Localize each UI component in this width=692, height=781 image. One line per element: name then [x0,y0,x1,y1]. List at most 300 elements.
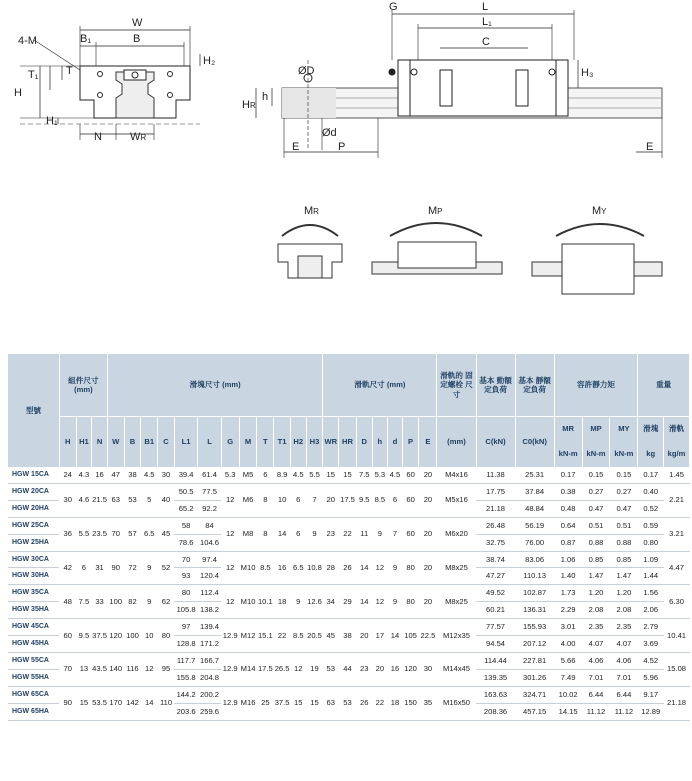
cell-bolt: M12x35 [437,619,476,653]
col-bolt-unit: (mm) [437,417,476,468]
unit-MR: kN-m [554,441,582,467]
cell-model: HGW 55CA [8,652,59,669]
cell-h2: 4.5 [290,467,306,483]
cell-c0: 136.31 [515,602,554,619]
cell-kgm: 2.21 [664,483,690,517]
cell-t: 17.5 [257,652,274,686]
cell-kg: 2.06 [638,602,664,619]
cell-d: 11 [356,517,372,551]
cell-l1: 117.7 [174,652,197,669]
cell-bolt: M6x20 [437,517,476,551]
cell-d: 16 [388,652,403,686]
cell-h2: 12 [290,652,306,686]
cell-my: 7.01 [610,669,638,686]
cell-e: 20 [419,551,437,585]
cell-l: 200.2 [198,686,221,703]
cell-c0: 457.15 [515,703,554,720]
col-H1: H1 [76,417,92,468]
cell-cd: 47.27 [476,568,515,585]
cell-cd: 94.54 [476,636,515,653]
table-row [8,619,690,636]
cell-h1: 6 [76,551,92,585]
col-M: M [239,417,257,468]
cell-mp: 11.12 [582,703,610,720]
cell-l1: 144.2 [174,686,197,703]
cell-h2: 15 [290,686,306,720]
cell-h1: 5.5 [76,517,92,551]
label-H1: H₁ [46,115,58,127]
cell-h: 48 [59,585,76,619]
cell-h3: 10.8 [306,551,323,585]
label-H3: H₃ [581,67,594,79]
table-row [8,585,690,602]
cell-mp: 0.88 [582,534,610,551]
cell-kg: 0.59 [638,517,664,534]
cell-n: 33 [92,585,108,619]
col-T1: T1 [274,417,291,468]
cell-d: 14 [356,585,372,619]
technical-drawings [0,0,692,330]
label-H: H [14,87,22,99]
cell-mp: 0.27 [582,483,610,500]
cell-t: 6 [257,467,274,483]
cell-c0: 56.19 [515,517,554,534]
cell-n: 43.5 [92,652,108,686]
cell-b: 72 [124,551,141,585]
label-T: T [66,65,73,77]
cell-d: 14 [388,619,403,653]
cell-t: 15.1 [257,619,274,653]
cell-kg: 2.79 [638,619,664,636]
cell-c: 110 [158,686,175,720]
cell-my: 0.88 [610,534,638,551]
cell-hr: 22 [339,517,357,551]
label-T1: T₁ [28,69,39,81]
cell-t: 10.1 [257,585,274,619]
side-view-drawing [256,10,662,158]
cell-l1: 58 [174,517,197,534]
col-C: C [158,417,175,468]
col-E: E [419,417,437,468]
cell-c: 95 [158,652,175,686]
col-H: H [59,417,76,468]
cell-w: 90 [107,551,124,585]
cell-kgm: 3.21 [664,517,690,551]
cell-my: 4.07 [610,636,638,653]
cell-hr: 53 [339,686,357,720]
group-assembly: 組件尺寸 (mm) [59,354,107,417]
cell-kg: 12.89 [638,703,664,720]
label-C: C [482,36,490,48]
label-HR: HR [242,99,256,111]
cell-e: 20 [419,585,437,619]
cell-p: 105 [402,619,419,653]
cell-b: 53 [124,483,141,517]
cell-b: 142 [124,686,141,720]
cell-c0: 110.13 [515,568,554,585]
cell-kgm: 15.08 [664,652,690,686]
cell-kgm: 10.41 [664,619,690,653]
label-L1: L₁ [482,16,492,28]
cell-m: M14 [239,652,257,686]
cell-my: 6.44 [610,686,638,703]
cell-h: 70 [59,652,76,686]
col-L1: L1 [174,417,197,468]
cell-t1: 22 [274,619,291,653]
cell-hr: 29 [339,585,357,619]
cell-b: 82 [124,585,141,619]
cell-mr: 5.66 [554,652,582,669]
cell-wr: 20 [323,483,339,517]
cell-t1: 10 [274,483,291,517]
cell-bolt: M16x50 [437,686,476,720]
cell-t1: 14 [274,517,291,551]
cell-l: 139.4 [198,619,221,636]
cell-mr: 0.87 [554,534,582,551]
col-weight-rail: 滑軌 [664,417,690,442]
cell-bolt: M8x25 [437,551,476,585]
cell-l: 104.6 [198,534,221,551]
col-MY: MY [610,417,638,442]
cell-m: M8 [239,517,257,551]
label-D: ØD [298,65,315,77]
cell-l: 61.4 [198,467,221,483]
cell-b1: 4.5 [141,467,158,483]
cell-w: 140 [107,652,124,686]
cell-model: HGW 20CA [8,483,59,500]
cell-n: 16 [92,467,108,483]
cell-c0: 207.12 [515,636,554,653]
cell-l1: 155.8 [174,669,197,686]
cell-g: 12 [221,517,239,551]
cell-l1: 70 [174,551,197,568]
cell-h3: 7 [306,483,323,517]
cell-mr: 10.02 [554,686,582,703]
cell-h1: 4.6 [76,483,92,517]
cell-h2: 6.5 [290,551,306,585]
cell-l1: 65.2 [174,500,197,517]
group-dyn-load: 基本 動額 定負荷 [476,354,515,417]
cell-l1: 80 [174,585,197,602]
col-MP: MP [582,417,610,442]
cell-p: 80 [402,551,419,585]
cell-h3: 15 [306,686,323,720]
label-4M: 4-M [18,35,37,47]
cell-l: 92.2 [198,500,221,517]
cell-kg: 1.44 [638,568,664,585]
cell-w: 100 [107,585,124,619]
cell-my: 4.06 [610,652,638,669]
cell-cd: 11.38 [476,467,515,483]
cell-w: 170 [107,686,124,720]
cell-model: HGW 15CA [8,467,59,483]
label-h: h [262,91,269,103]
group-moment: 容許靜力矩 [554,354,638,417]
label-H2: H₂ [203,55,216,67]
cell-hr: 17.5 [339,483,357,517]
col-model: 型號 [8,354,59,467]
cell-g: 12 [221,483,239,517]
cell-h3: 19 [306,652,323,686]
group-weight: 重量 [638,354,690,417]
cell-h: 8.5 [372,483,388,517]
cell-h: 24 [59,467,76,483]
cell-l: 84 [198,517,221,534]
cell-c: 52 [158,551,175,585]
table-row [8,652,690,669]
cell-c: 30 [158,467,175,483]
cell-h: 12 [372,585,388,619]
cell-my: 0.27 [610,483,638,500]
cell-mr: 0.64 [554,517,582,534]
cell-my: 2.35 [610,619,638,636]
cell-w: 63 [107,483,124,517]
cell-my: 1.47 [610,568,638,585]
cell-m: M16 [239,686,257,720]
cell-l: 97.4 [198,551,221,568]
table-row [8,686,690,703]
label-d: Ød [322,127,337,139]
cell-mp: 0.85 [582,551,610,568]
cell-model: HGW 35HA [8,602,59,619]
col-G: G [221,417,239,468]
table-row [8,467,690,483]
cell-e: 22.5 [419,619,437,653]
cell-l: 171.2 [198,636,221,653]
cell-e: 20 [419,467,437,483]
cell-c0: 48.84 [515,500,554,517]
cell-m: M6 [239,483,257,517]
unit-kg: kg [638,441,664,467]
cell-c: 40 [158,483,175,517]
cell-n: 31 [92,551,108,585]
cell-mr: 1.40 [554,568,582,585]
cell-model: HGW 30HA [8,568,59,585]
spec-table-body [8,467,690,720]
cell-h: 90 [59,686,76,720]
col-C0-unit: C0(kN) [515,417,554,468]
cell-d: 6 [388,483,403,517]
cell-wr: 15 [323,467,339,483]
cell-c0: 76.00 [515,534,554,551]
cell-b1: 10 [141,619,158,653]
label-G: G [389,1,398,13]
group-bolt: 滑軌的 固定螺栓 尺寸 [437,354,476,417]
cell-c0: 83.06 [515,551,554,568]
cell-my: 0.85 [610,551,638,568]
cell-cd: 17.75 [476,483,515,500]
cell-model: HGW 25CA [8,517,59,534]
table-row [8,517,690,534]
cell-bolt: M14x45 [437,652,476,686]
cell-e: 20 [419,483,437,517]
cell-e: 35 [419,686,437,720]
cell-wr: 53 [323,652,339,686]
cell-t1: 8.9 [274,467,291,483]
cell-kg: 3.69 [638,636,664,653]
cell-b1: 6.5 [141,517,158,551]
cell-d: 23 [356,652,372,686]
col-WR: WR [323,417,339,468]
cell-h: 12 [372,551,388,585]
cell-model: HGW 65HA [8,703,59,720]
cell-h1: 15 [76,686,92,720]
cell-t: 8 [257,517,274,551]
cell-l1: 203.6 [174,703,197,720]
cell-mp: 1.20 [582,585,610,602]
cell-l: 259.6 [198,703,221,720]
cell-b1: 12 [141,652,158,686]
cell-d: 18 [388,686,403,720]
cell-mp: 4.06 [582,652,610,669]
col-H2: H2 [290,417,306,468]
cell-mp: 2.08 [582,602,610,619]
cell-h2: 9 [290,585,306,619]
cell-b: 116 [124,652,141,686]
cell-n: 37.5 [92,619,108,653]
cell-h: 5.3 [372,467,388,483]
cell-l1: 105.8 [174,602,197,619]
table-row [8,483,690,500]
cell-b: 57 [124,517,141,551]
cell-h3: 12.6 [306,585,323,619]
cell-g: 12.9 [221,652,239,686]
cell-l: 138.2 [198,602,221,619]
cell-g: 5.3 [221,467,239,483]
cell-n: 53.5 [92,686,108,720]
cell-bolt: M5x16 [437,483,476,517]
cell-cd: 26.48 [476,517,515,534]
cell-c0: 25.31 [515,467,554,483]
cell-mr: 1.06 [554,551,582,568]
cell-mp: 7.01 [582,669,610,686]
label-P: P [338,141,346,153]
cell-kg: 0.40 [638,483,664,500]
cell-wr: 28 [323,551,339,585]
label-MP: MP [428,205,443,217]
cell-d: 4.5 [388,467,403,483]
cell-g: 12.9 [221,619,239,653]
cell-mp: 1.47 [582,568,610,585]
cell-h: 42 [59,551,76,585]
label-MY: MY [592,205,607,217]
cell-h3: 20.5 [306,619,323,653]
cell-mr: 0.17 [554,467,582,483]
cell-wr: 34 [323,585,339,619]
cell-h: 20 [372,652,388,686]
cell-g: 12.9 [221,686,239,720]
cell-mp: 0.51 [582,517,610,534]
col-HR: HR [339,417,357,468]
cell-mr: 3.01 [554,619,582,636]
cell-mp: 0.47 [582,500,610,517]
col-W: W [107,417,124,468]
cell-mp: 6.44 [582,686,610,703]
cell-l1: 78.6 [174,534,197,551]
cell-h1: 13 [76,652,92,686]
cell-mr: 0.38 [554,483,582,500]
cell-c0: 102.87 [515,585,554,602]
cell-my: 1.20 [610,585,638,602]
cell-l1: 128.8 [174,636,197,653]
cell-t: 25 [257,686,274,720]
cell-my: 11.12 [610,703,638,720]
cell-d: 9 [388,585,403,619]
cell-c0: 155.93 [515,619,554,636]
cell-model: HGW 45CA [8,619,59,636]
cell-h3: 9 [306,517,323,551]
cell-hr: 44 [339,652,357,686]
table-row [8,551,690,568]
cell-mr: 4.00 [554,636,582,653]
cell-hr: 15 [339,467,357,483]
cell-model: HGW 30CA [8,551,59,568]
cell-wr: 45 [323,619,339,653]
cell-d: 7 [388,517,403,551]
cell-h: 36 [59,517,76,551]
cell-b1: 5 [141,483,158,517]
cell-b: 100 [124,619,141,653]
cell-model: HGW 20HA [8,500,59,517]
cell-m: M10 [239,551,257,585]
cell-hr: 26 [339,551,357,585]
col-MR: MR [554,417,582,442]
cell-d: 9 [388,551,403,585]
cell-kgm: 1.45 [664,467,690,483]
cell-p: 60 [402,467,419,483]
cell-p: 150 [402,686,419,720]
cell-cd: 163.63 [476,686,515,703]
label-W: W [132,17,143,29]
moment-MY-drawing [532,224,662,294]
col-N: N [92,417,108,468]
cell-t1: 18 [274,585,291,619]
cell-h2: 6 [290,517,306,551]
cell-c: 45 [158,517,175,551]
cell-my: 0.47 [610,500,638,517]
cell-l: 204.8 [198,669,221,686]
cell-kg: 4.52 [638,652,664,669]
cell-h: 22 [372,686,388,720]
cell-hr: 38 [339,619,357,653]
cell-b1: 9 [141,585,158,619]
cell-p: 120 [402,652,419,686]
cell-kg: 0.80 [638,534,664,551]
cell-n: 21.5 [92,483,108,517]
col-B1: B1 [141,417,158,468]
cell-d: 20 [356,619,372,653]
cell-my: 0.51 [610,517,638,534]
cell-cd: 32.75 [476,534,515,551]
cell-wr: 63 [323,686,339,720]
cell-h1: 7.5 [76,585,92,619]
col-D: D [356,417,372,468]
unit-MY: kN-m [610,441,638,467]
cell-w: 120 [107,619,124,653]
unit-kgm: kg/m [664,441,690,467]
cell-mr: 1.73 [554,585,582,602]
cell-my: 0.15 [610,467,638,483]
cell-b: 38 [124,467,141,483]
cell-l1: 97 [174,619,197,636]
cell-l1: 50.5 [174,483,197,500]
cell-c: 62 [158,585,175,619]
cell-h: 9 [372,517,388,551]
label-B: B [133,33,141,45]
cell-model: HGW 25HA [8,534,59,551]
group-rail: 滑軌尺寸 (mm) [323,354,437,417]
cell-c0: 37.84 [515,483,554,500]
